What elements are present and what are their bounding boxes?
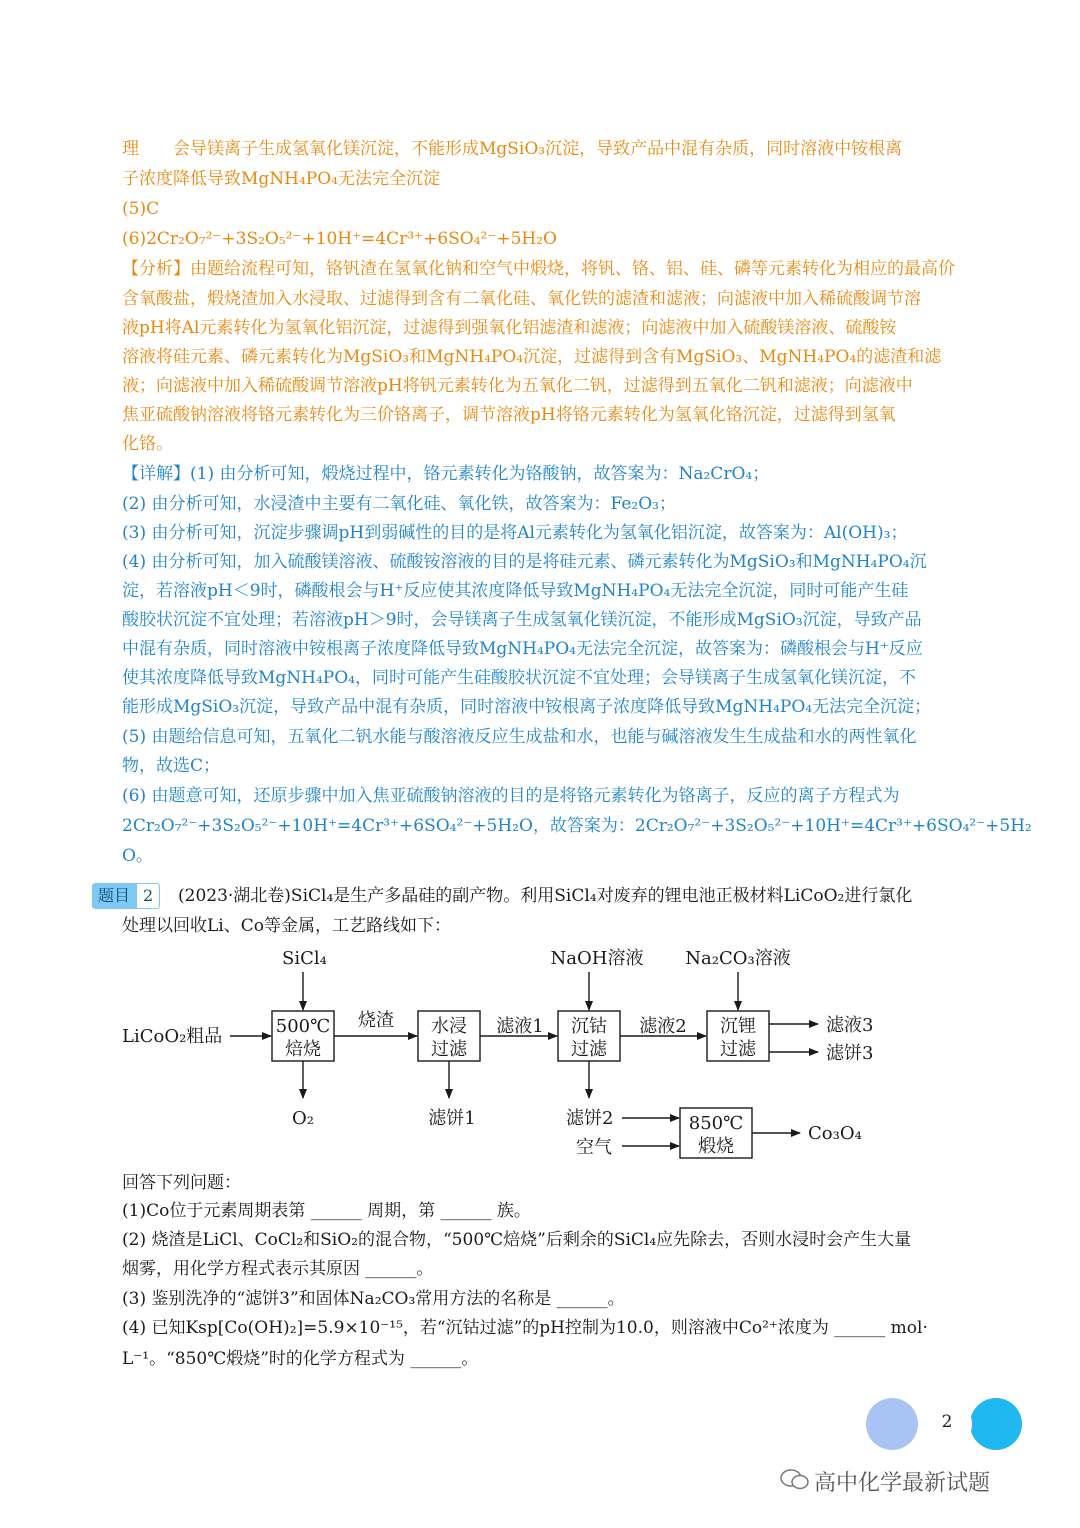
page-badge-right bbox=[970, 1398, 1022, 1450]
flow-input-main: LiCoO₂粗品 bbox=[122, 1026, 223, 1047]
flow-input-sicl4: SiCl₄ bbox=[282, 948, 327, 969]
sub-question-line: (1)Co位于元素周期表第 ______ 周期，第 ______ 族。 bbox=[122, 1201, 531, 1221]
page-number: 2 bbox=[941, 1412, 953, 1432]
flow-out-co3o4: Co₃O₄ bbox=[808, 1123, 862, 1144]
flow-box4-line1: 沉锂 bbox=[720, 1016, 756, 1037]
answer-line: (5)C bbox=[122, 199, 160, 219]
flow-box4-line2: 过滤 bbox=[720, 1039, 756, 1060]
analysis-line: 【分析】由题给流程可知，铬钒渣在氢氧化钠和空气中煅烧，将钒、铬、铝、硅、磷等元素转化为相应的最高价 bbox=[122, 259, 955, 279]
details-line: 2Cr₂O₇²⁻+3S₂O₅²⁻+10H⁺=4Cr³⁺+6SO₄²⁻+5H₂O，故答案为：2Cr₂O₇²⁻+3S₂O₅²⁻+10H⁺=4Cr³⁺+6SO₄²⁻+5H₂ bbox=[122, 816, 1032, 836]
flow-in-cake2: 滤饼2 bbox=[566, 1108, 614, 1129]
details-line: (6) 由题意可知，还原步骤中加入焦亚硫酸钠溶液的目的是将铬元素转化为铬离子，反应的离子方程式为 bbox=[122, 786, 900, 806]
details-line: O。 bbox=[122, 846, 153, 866]
flow-in-air: 空气 bbox=[576, 1137, 612, 1158]
flow-box3-line1: 沉钴 bbox=[571, 1016, 607, 1037]
flow-box5-line2: 煅烧 bbox=[698, 1136, 734, 1157]
flow-arrow1-label: 烧渣 bbox=[358, 1010, 394, 1031]
flow-box2-line1: 水浸 bbox=[431, 1016, 467, 1037]
answer-line: 理 会导镁离子生成氢氧化镁沉淀，不能形成MgSiO₃沉淀，导致产品中混有杂质，同时溶液中铵根离 bbox=[122, 139, 903, 159]
details-line: (3) 由分析可知，沉淀步骤调pH到弱碱性的目的是将Al元素转化为氢氧化铝沉淀，故答案为：Al(OH)₃； bbox=[122, 523, 908, 543]
flow-box1-line2: 焙烧 bbox=[285, 1039, 321, 1060]
page-badge-left bbox=[866, 1398, 918, 1450]
question-intro-line: (2023·湖北卷)SiCl₄是生产多晶硅的副产物。利用SiCl₄对废弃的锂电池正极材料LiCoO₂进行氯化 bbox=[178, 886, 913, 906]
flow-box5-line1: 850℃ bbox=[688, 1113, 744, 1134]
analysis-line: 化铬。 bbox=[122, 434, 173, 454]
flow-input-na2co3: Na₂CO₃溶液 bbox=[685, 948, 791, 969]
answer-line: 子浓度降低导致MgNH₄PO₄无法完全沉淀 bbox=[122, 169, 440, 189]
details-line: 使其浓度降低导致MgNH₄PO₄，同时可能产生硅酸胶状沉淀不宜处理；会导镁离子生成氢氧化镁沉淀，不 bbox=[122, 668, 916, 688]
details-line: 淀，若溶液pH＜9时，磷酸根会与H⁺反应使其浓度降低导致MgNH₄PO₄无法完全沉淀，同时可能产生硅 bbox=[122, 581, 909, 601]
watermark: 高中化学最新试题 bbox=[814, 1471, 991, 1496]
question-tag bbox=[92, 883, 160, 909]
details-line: 能形成MgSiO₃沉淀，导致产品中混有杂质，同时溶液中铵根离子浓度降低导致MgNH₄PO₄无法完全沉淀； bbox=[122, 697, 932, 717]
analysis-line: 液；向滤液中加入稀硫酸调节溶液pH将钒元素转化为五氧化二钒，过滤得到五氧化二钒和滤液；向滤液中 bbox=[122, 376, 913, 396]
analysis-line: 溶液将硅元素、磷元素转化为MgSiO₃和MgNH₄PO₄沉淀，过滤得到含有MgSiO₃、MgNH₄PO₄的滤渣和滤 bbox=[122, 347, 942, 367]
analysis-line: 焦亚硫酸钠溶液将铬元素转化为三价铬离子，调节溶液pH将铬元素转化为氢氧化铬沉淀，过滤得到氢氧 bbox=[122, 405, 896, 425]
wechat-icon bbox=[780, 1468, 810, 1492]
question-tag-label: 题目 bbox=[92, 883, 136, 909]
flow-out-cake1: 滤饼1 bbox=[428, 1108, 476, 1129]
flow-arrow2-label: 滤液1 bbox=[496, 1016, 544, 1037]
details-line: 【详解】(1) 由分析可知，煅烧过程中，铬元素转化为铬酸钠，故答案为：Na₂CrO₄； bbox=[122, 464, 770, 484]
sub-question-line: (4) 已知Ksp[Co(OH)₂]=5.9×10⁻¹⁵，若“沉钴过滤”的pH控制为10.0，则溶液中Co²⁺浓度为 ______ mol· bbox=[122, 1318, 928, 1338]
details-line: (4) 由分析可知，加入硫酸镁溶液、硫酸铵溶液的目的是将硅元素、磷元素转化为MgSiO₃和MgNH₄PO₄沉 bbox=[122, 552, 927, 572]
flow-box2-line2: 过滤 bbox=[431, 1039, 467, 1060]
details-line: 物，故选C； bbox=[122, 756, 221, 776]
sub-question-line: 烟雾，用化学方程式表示其原因 ______。 bbox=[122, 1259, 434, 1279]
flow-box3-line2: 过滤 bbox=[571, 1039, 607, 1060]
details-line: (5) 由题给信息可知，五氧化二钒水能与酸溶液反应生成盐和水，也能与碱溶液发生生成盐和水的两性氧化 bbox=[122, 727, 917, 747]
flow-out-filtrate3: 滤液3 bbox=[826, 1015, 874, 1036]
flow-input-naoh: NaOH溶液 bbox=[550, 948, 644, 969]
process-flow-diagram bbox=[0, 940, 1080, 1170]
flow-out-cake3: 滤饼3 bbox=[826, 1043, 874, 1064]
sub-question-line: 回答下列问题： bbox=[122, 1173, 241, 1193]
analysis-line: 液pH将Al元素转化为氢氧化铝沉淀，过滤得到强氧化铝滤渣和滤液；向滤液中加入硫酸镁溶液、硫酸铵 bbox=[122, 318, 897, 338]
sub-question-line: (3) 鉴别洗净的“滤饼3”和固体Na₂CO₃常用方法的名称是 ______。 bbox=[122, 1289, 625, 1309]
flow-arrow3-label: 滤液2 bbox=[639, 1016, 687, 1037]
analysis-line: 含氧酸盐，煅烧渣加入水浸取、过滤得到含有二氧化硅、氧化铁的滤渣和滤液；向滤液中加入稀硫酸调节溶 bbox=[122, 289, 921, 309]
question-intro-line: 处理以回收Li、Co等金属，工艺路线如下： bbox=[122, 916, 451, 936]
flow-out-o2: O₂ bbox=[292, 1108, 314, 1129]
question-tag-number: 2 bbox=[136, 883, 160, 909]
details-line: 酸胶状沉淀不宜处理；若溶液pH＞9时，会导镁离子生成氢氧化镁沉淀，不能形成MgSiO₃沉淀，导致产品 bbox=[122, 610, 922, 630]
sub-question-line: (2) 烧渣是LiCl、CoCl₂和SiO₂的混合物，“500℃焙烧”后剩余的SiCl₄应先除去，否则水浸时会产生大量 bbox=[122, 1230, 912, 1250]
answer-line: (6)2Cr₂O₇²⁻+3S₂O₅²⁻+10H⁺=4Cr³⁺+6SO₄²⁻+5H₂O bbox=[122, 229, 557, 249]
flow-box1-line1: 500℃ bbox=[275, 1016, 331, 1037]
sub-question-line: L⁻¹。“850℃煅烧”时的化学方程式为 ______。 bbox=[122, 1349, 479, 1369]
details-line: (2) 由分析可知，水浸渣中主要有二氧化硅、氧化铁，故答案为：Fe₂O₃； bbox=[122, 494, 676, 514]
details-line: 中混有杂质，同时溶液中铵根离子浓度降低导致MgNH₄PO₄无法完全沉淀，故答案为：磷酸根会与H⁺反应 bbox=[122, 639, 923, 659]
